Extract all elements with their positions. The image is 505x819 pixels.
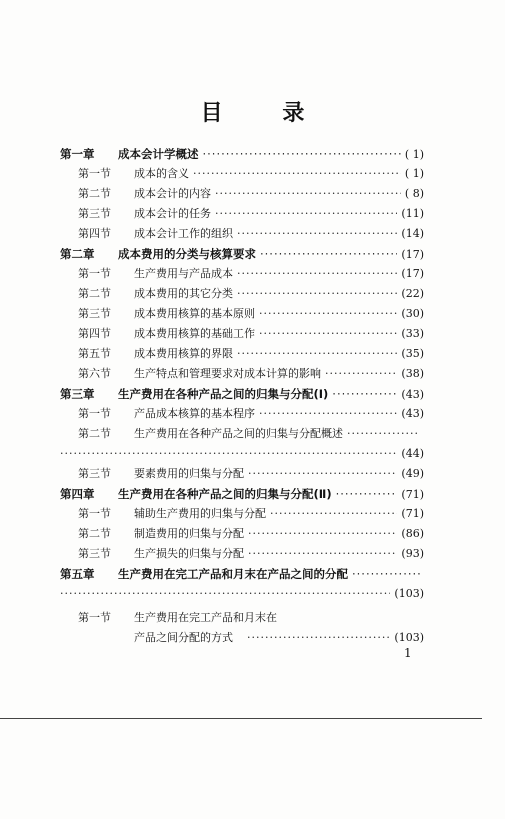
toc-section <box>78 264 424 284</box>
section-label: 第五节 <box>78 347 111 360</box>
section-title: 辅助生产费用的归集与分配 <box>134 507 266 520</box>
leader-dots <box>215 184 401 204</box>
chapter-title: 生产费用在各种产品之间的归集与分配(Ⅱ) <box>118 487 332 501</box>
page-ref: (71) <box>401 488 424 501</box>
page-ref: (30) <box>401 307 424 320</box>
leader-dots <box>325 364 397 384</box>
section-label: 第二节 <box>78 527 111 540</box>
section-title: 成本费用核算的基本原则 <box>134 307 255 320</box>
section-label: 第四节 <box>78 327 111 340</box>
section-title: 成本会计的任务 <box>134 207 211 220</box>
section-title: 成本费用核算的界限 <box>134 347 233 360</box>
toc-continuation <box>60 444 424 464</box>
section-title: 生产费用在完工产品和月末在 <box>134 611 277 624</box>
section-label: 第二节 <box>78 427 111 440</box>
leader-dots <box>248 464 397 484</box>
toc-section <box>78 404 424 424</box>
section-label: 第一节 <box>78 267 111 280</box>
toc-section <box>78 608 424 628</box>
toc-section <box>78 304 424 324</box>
leader-dots <box>215 204 397 224</box>
toc-chapter-3 <box>60 384 424 404</box>
toc-chapter-1 <box>60 144 424 164</box>
section-label: 第三节 <box>78 467 111 480</box>
section-label: 第三节 <box>78 207 111 220</box>
page-ref: (17) <box>401 248 424 261</box>
toc-chapter-5 <box>60 564 424 584</box>
leader-dots <box>237 344 397 364</box>
leader-dots <box>352 564 420 584</box>
toc-section-continuation <box>134 628 424 648</box>
section-title: 成本费用核算的基础工作 <box>134 327 255 340</box>
toc-section <box>78 504 424 524</box>
section-title: 生产费用与产品成本 <box>134 267 233 280</box>
toc-section <box>78 364 424 384</box>
leader-dots <box>247 628 390 648</box>
section-title: 制造费用的归集与分配 <box>134 527 244 540</box>
section-label: 第四节 <box>78 227 111 240</box>
page-ref: (33) <box>401 327 424 340</box>
page-ref: (43) <box>401 407 424 420</box>
page-ref: ( 1) <box>404 148 424 161</box>
page-ref: (22) <box>401 287 424 300</box>
toc-section <box>78 224 424 244</box>
section-title: 成本会计工作的组织 <box>134 227 233 240</box>
chapter-label: 第三章 <box>60 387 95 401</box>
page-ref: (38) <box>401 367 424 380</box>
page-ref: ( 8) <box>404 187 424 200</box>
leader-dots <box>237 284 397 304</box>
section-title: 要素费用的归集与分配 <box>134 467 244 480</box>
leader-dots <box>248 544 397 564</box>
toc-continuation <box>60 584 424 604</box>
section-label: 第二节 <box>78 187 111 200</box>
leader-dots <box>270 504 397 524</box>
toc-section <box>78 424 424 444</box>
toc-section <box>78 464 424 484</box>
page-ref: (86) <box>401 527 424 540</box>
section-label: 第一节 <box>78 611 111 624</box>
section-title: 成本费用的其它分类 <box>134 287 233 300</box>
leader-dots <box>259 304 397 324</box>
toc-section <box>78 344 424 364</box>
section-title: 成本的含义 <box>134 167 189 180</box>
section-label: 第三节 <box>78 547 111 560</box>
section-label: 第一节 <box>78 407 111 420</box>
chapter-title: 生产费用在完工产品和月末在产品之间的分配 <box>118 567 348 581</box>
leader-dots <box>347 424 420 444</box>
section-label: 第一节 <box>78 507 111 520</box>
section-label: 第一节 <box>78 167 111 180</box>
section-title: 成本会计的内容 <box>134 187 211 200</box>
page-ref: (93) <box>401 547 424 560</box>
page-title: 目 录 <box>200 101 331 126</box>
leader-dots <box>193 164 401 184</box>
leader-dots <box>203 144 401 164</box>
leader-dots <box>237 224 397 244</box>
page-ref: (71) <box>401 507 424 520</box>
chapter-label: 第五章 <box>60 567 95 581</box>
leader-dots <box>259 404 397 424</box>
toc-section <box>78 204 424 224</box>
page-ref: (17) <box>401 267 424 280</box>
page-ref: (43) <box>401 388 424 401</box>
toc-section <box>78 164 424 184</box>
leader-dots <box>336 484 398 504</box>
section-title: 生产损失的归集与分配 <box>134 547 244 560</box>
section-title: 产品之间分配的方式 <box>134 631 233 644</box>
toc-section <box>78 524 424 544</box>
chapter-label: 第二章 <box>60 247 95 261</box>
chapter-label: 第一章 <box>60 147 95 161</box>
section-title: 生产费用在各种产品之间的归集与分配概述 <box>134 427 343 440</box>
chapter-title: 生产费用在各种产品之间的归集与分配(Ⅰ) <box>118 387 329 401</box>
section-label: 第二节 <box>78 287 111 300</box>
chapter-label: 第四章 <box>60 487 95 501</box>
page-ref: (11) <box>401 207 424 220</box>
section-title: 生产特点和管理要求对成本计算的影响 <box>134 367 321 380</box>
section-title: 产品成本核算的基本程序 <box>134 407 255 420</box>
toc-section <box>78 544 424 564</box>
leader-dots <box>248 524 397 544</box>
page-number: 1 <box>404 646 412 660</box>
bottom-rule <box>0 718 482 719</box>
page-ref: (14) <box>401 227 424 240</box>
toc-section <box>78 324 424 344</box>
chapter-title: 成本费用的分类与核算要求 <box>118 247 256 261</box>
leader-dots <box>260 244 397 264</box>
leader-dots <box>259 324 397 344</box>
toc-chapter-2 <box>60 244 424 264</box>
page-ref: (44) <box>401 447 424 460</box>
toc-chapter-4 <box>60 484 424 504</box>
chapter-title: 成本会计学概述 <box>118 147 199 161</box>
page-ref: (103) <box>394 587 424 600</box>
page-ref: (49) <box>401 467 424 480</box>
page-ref: (35) <box>401 347 424 360</box>
leader-dots <box>332 384 397 404</box>
toc-section <box>78 184 424 204</box>
page-ref: (103) <box>394 631 424 644</box>
leader-dots <box>60 584 390 604</box>
toc-section <box>78 284 424 304</box>
section-label: 第三节 <box>78 307 111 320</box>
leader-dots <box>237 264 397 284</box>
page-ref: ( 1) <box>404 167 424 180</box>
section-label: 第六节 <box>78 367 111 380</box>
leader-dots <box>60 444 397 464</box>
